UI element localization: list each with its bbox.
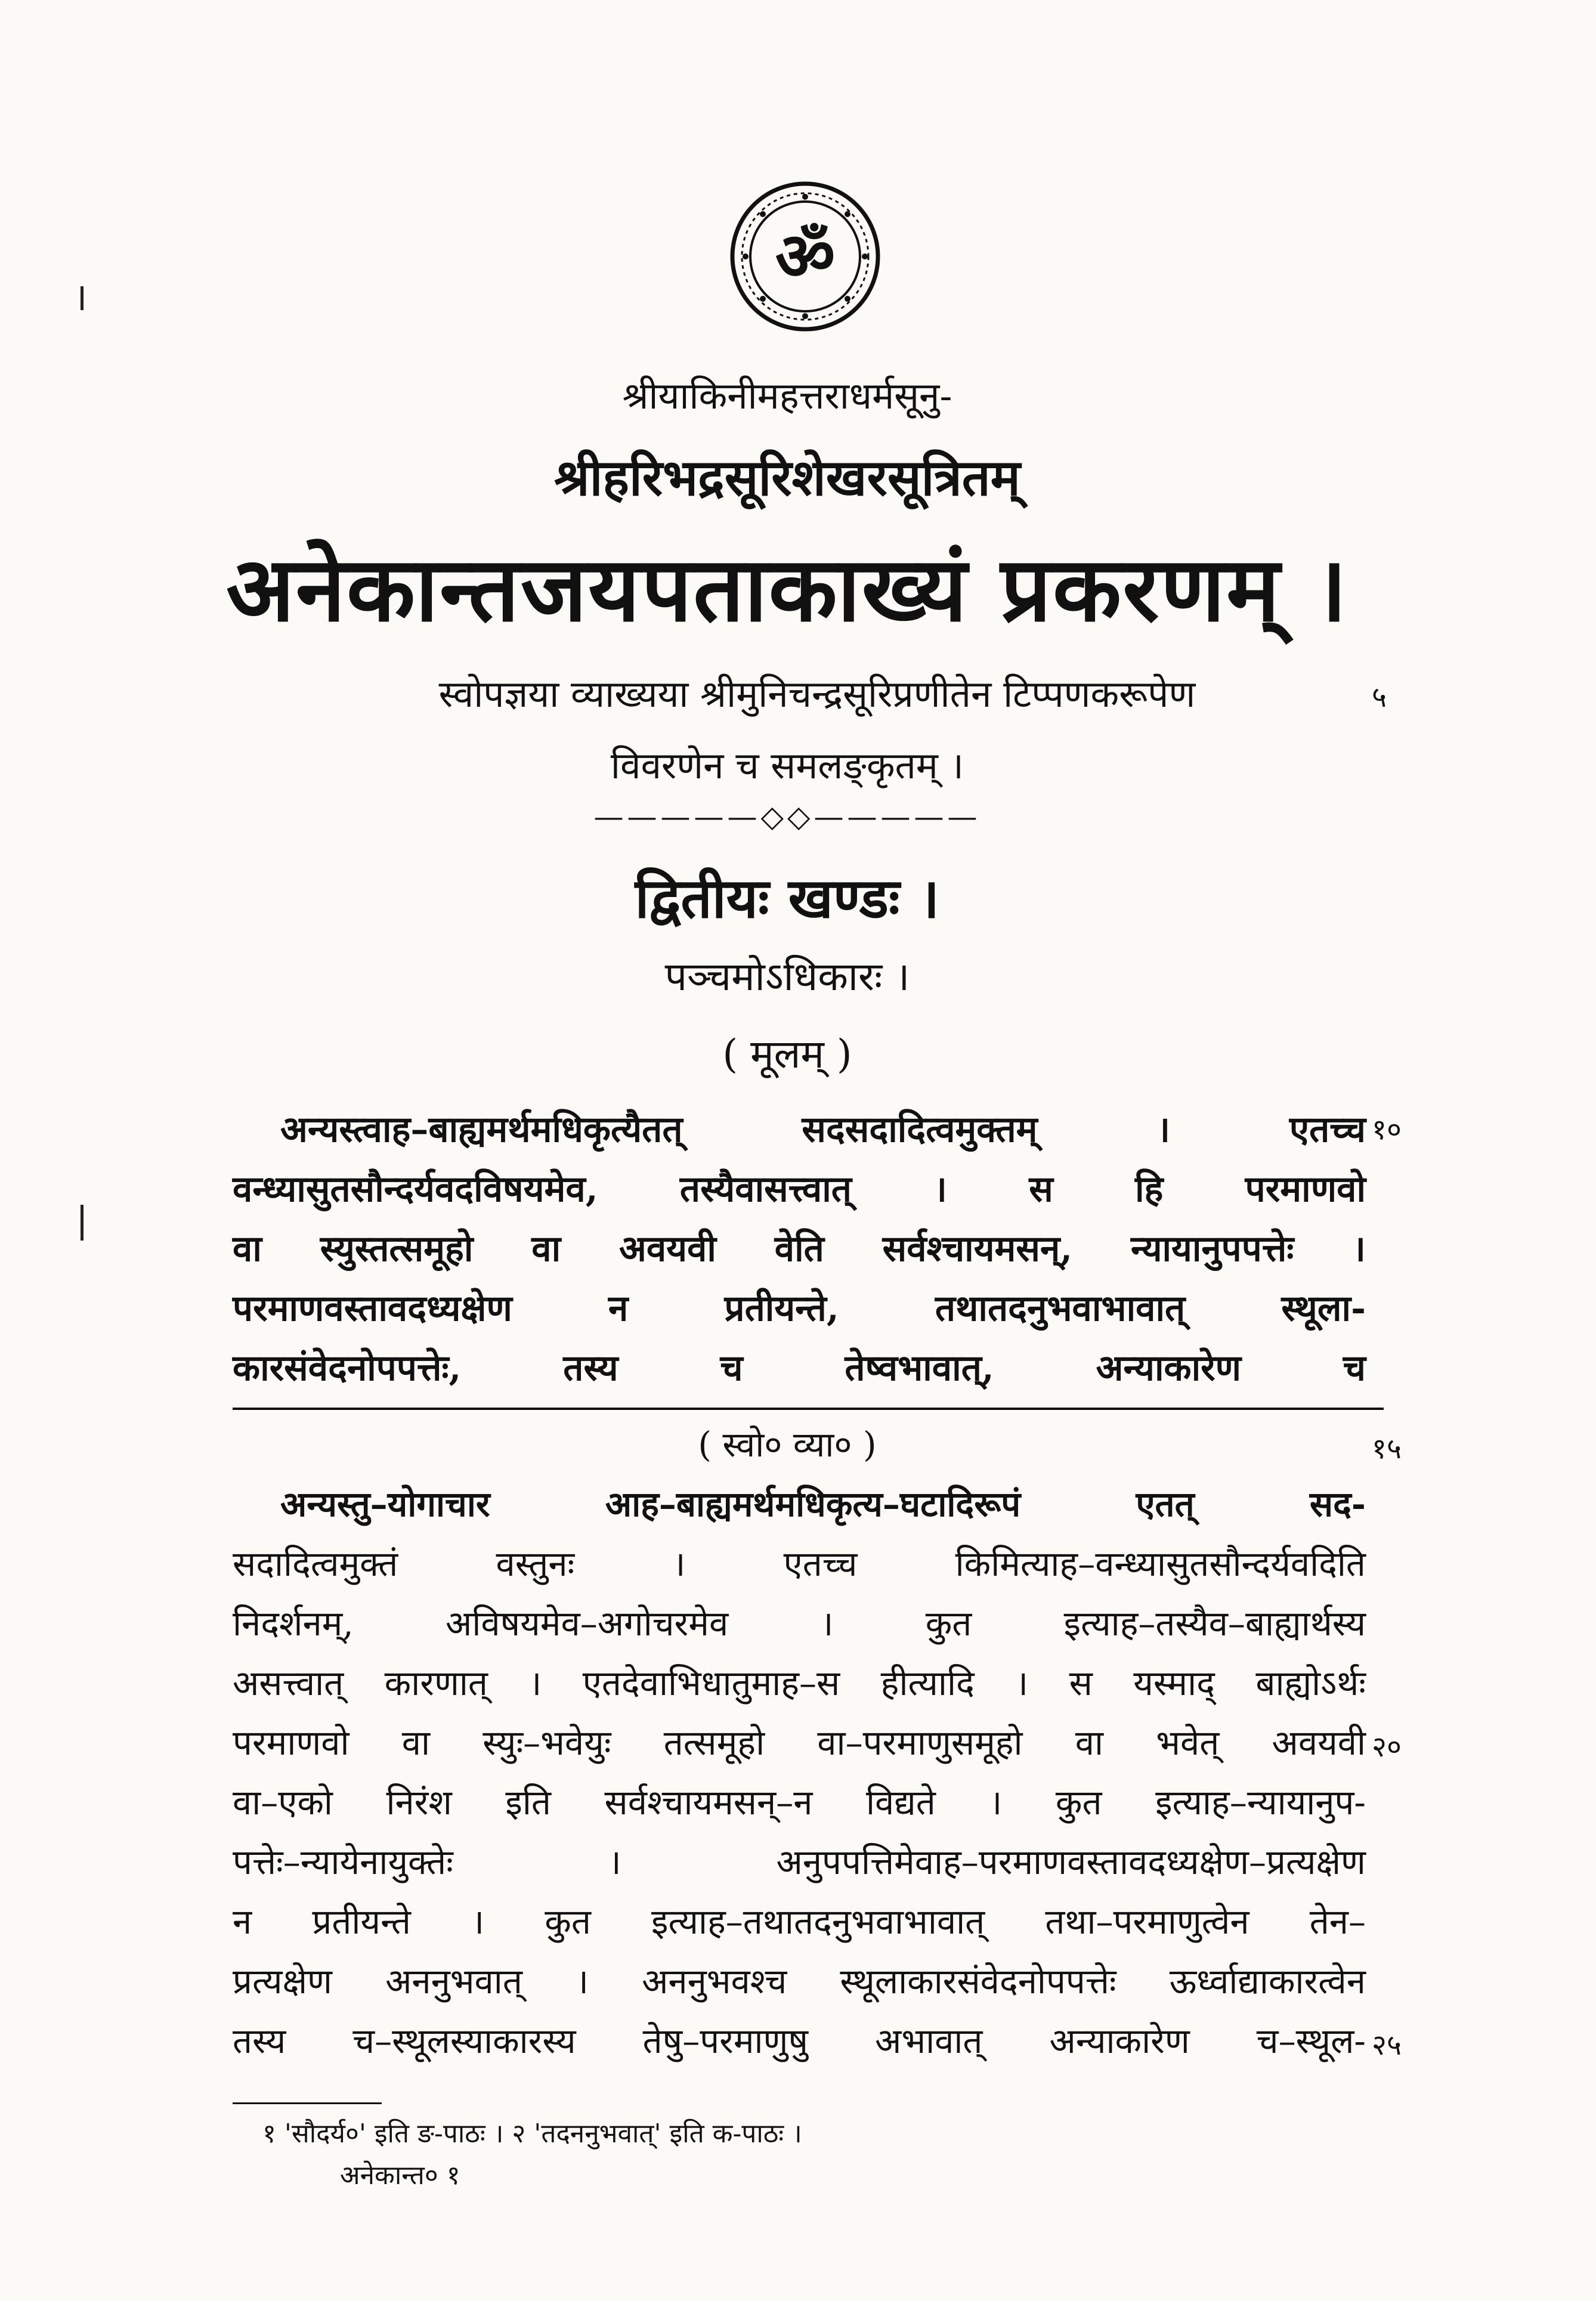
author-lineage: श्रीयाकिनीमहत्तराधर्मसूनु- xyxy=(622,374,952,417)
margin-line-number: १५ xyxy=(1372,1432,1402,1465)
mulam-line: कारसंवेदनोपपत्तेः, तस्य च तेष्वभावात्, अन्याकारेण च xyxy=(233,1347,1366,1389)
commentary-description-cont: विवरणेन च समलङ्कृतम् । xyxy=(610,744,964,787)
om-symbol: ॐ xyxy=(775,218,836,295)
margin-line-number: २५ xyxy=(1372,2028,1402,2062)
om-seal-emblem xyxy=(728,179,883,334)
commentary-line: निदर्शनम्, अविषयमेव–अगोचरमेव । कुत इत्याह–तस्यैव–बाह्यार्थस्य xyxy=(233,1603,1366,1644)
footnote-divider xyxy=(233,2102,382,2104)
commentary-line: तस्य च–स्थूलस्याकारस्य तेषु–परमाणुषु अभावात् अन्याकारेण च–स्थूल- xyxy=(233,2021,1366,2061)
mulam-line: परमाणवस्तावदध्यक्षेण न प्रतीयन्ते, तथातदनुभवाभावात् स्थूला- xyxy=(233,1288,1366,1329)
section-divider xyxy=(233,1408,1384,1410)
commentary-heading: ( स्वो० व्या० ) xyxy=(698,1424,877,1465)
author-line: श्रीहरिभद्रसूरिशेखरसूत्रितम् xyxy=(554,448,1020,507)
mulam-heading: ( मूलम् ) xyxy=(722,1031,852,1077)
chapter-heading: पञ्चमोऽधिकारः । xyxy=(664,954,910,1000)
margin-line-number: १० xyxy=(1372,1113,1402,1146)
commentary-line: सदादित्वमुक्तं वस्तुनः । एतच्च किमित्याह–वन्ध्यासुतसौन्दर्यवदिति xyxy=(233,1544,1366,1584)
commentary-line: न प्रतीयन्ते । कुत इत्याह–तथातदनुभवाभावात् तथा–परमाणुत्वेन तेन– xyxy=(233,1901,1366,1942)
commentary-line: परमाणवो वा स्युः–भवेयुः तत्समूहो वा–परमाणुसमूहो वा भवेत् अवयवी xyxy=(233,1722,1366,1763)
commentary-line: पत्तेः–न्यायेनायुक्तेः । अनुपपत्तिमेवाह–परमाणवस्तावदध्यक्षेण–प्रत्यक्षेण xyxy=(233,1842,1366,1882)
mulam-line: वन्ध्यासुतसौन्दर्यवदविषयमेव, तस्यैवासत्त्वात् । स हि परमाणवो xyxy=(233,1168,1366,1210)
commentary-line: अन्यस्तु–योगाचार आह–बाह्यमर्थमधिकृत्य–घटादिरूपं एतत् सद- xyxy=(280,1484,1366,1524)
scan-mark xyxy=(81,1205,83,1241)
part-heading: द्वितीयः खण्डः । xyxy=(635,866,940,930)
ornament-divider: —————◇◇————— xyxy=(593,799,981,834)
footnote: १ 'सौदर्य०' इति ङ-पाठः । २ 'तदननुभवात्' इति क-पाठः । xyxy=(262,2118,802,2149)
commentary-description: स्वोपज्ञया व्याख्यया श्रीमुनिचन्द्रसूरिप्रणीतेन टिप्पणकरूपेण xyxy=(438,672,1196,716)
margin-line-number: ५ xyxy=(1372,681,1387,714)
mulam-line: वा स्युस्तत्समूहो वा अवयवी वेति सर्वश्चायमसन्, न्यायानुपपत्तेः । xyxy=(233,1228,1366,1270)
mulam-line: अन्यस्त्वाह–बाह्यमर्थमधिकृत्यैतत् सदसदादित्वमुक्तम् । एतच्च xyxy=(280,1109,1366,1150)
commentary-line: प्रत्यक्षेण अननुभवात् । अननुभवश्च स्थूलाकारसंवेदनोपपत्तेः ऊर्ध्वाद्याकारत्वेन xyxy=(233,1961,1366,2002)
margin-line-number: २० xyxy=(1372,1730,1402,1764)
commentary-line: वा–एको निरंश इति सर्वश्चायमसन्–न विद्यते । कुत इत्याह–न्यायानुप- xyxy=(233,1782,1366,1823)
scan-mark xyxy=(81,286,83,310)
page-title: अनेकान्तजयपताकाख्यं प्रकरणम् । xyxy=(226,537,1348,642)
commentary-line: असत्त्वात् कारणात् । एतदेवाभिधातुमाह–स हीत्यादि । स यस्माद् बाह्योऽर्थः xyxy=(233,1663,1366,1703)
signature-mark: अनेकान्त० १ xyxy=(340,2160,460,2191)
